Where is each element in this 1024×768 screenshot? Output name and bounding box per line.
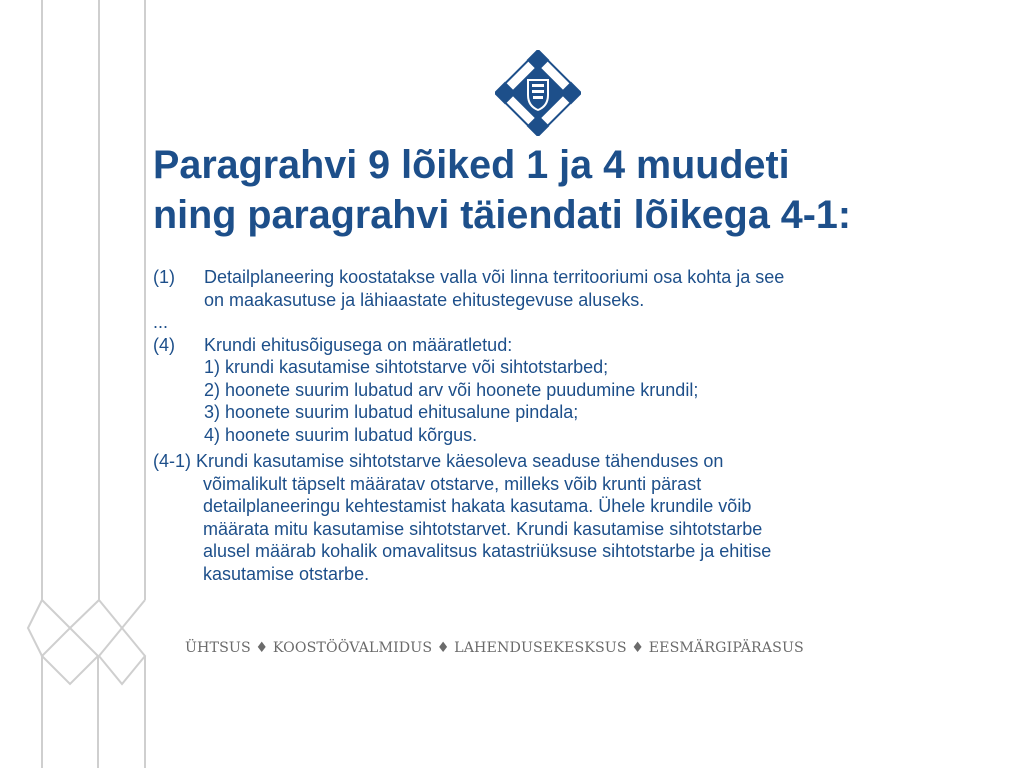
paragraph-4-1-line: alusel määrab kohalik omavalitsus katastriüksuse sihtotstarbe ja ehitise [203,541,772,561]
paragraph-4-1-number: (4-1) [153,451,192,471]
estonian-coat-of-arms-logo [495,50,581,136]
slide-body [153,266,1003,585]
paragraph-1-number: (1) [153,267,175,287]
paragraph-4-1-line: Krundi kasutamise sihtotstarve käesoleva seaduse tähenduses on [196,451,724,471]
paragraph-1-line-2: on maakasutuse ja lähiaastate ehitustegevuse aluseks. [204,289,645,310]
paragraph-4-1 [153,450,1003,585]
ellipsis: ... [153,312,169,332]
title-line-2: ning paragrahvi täiendati lõikega 4-1: [153,193,852,237]
paragraph-4 [153,334,1003,447]
paragraph-4-intro: Krundi ehitusõigusega on määratletud: [204,334,513,355]
paragraph-4-item: 2) hoonete suurim lubatud arv või hoonete puudumine krundil; [204,379,699,400]
title-line-1: Paragrahvi 9 lõiked 1 ja 4 muudeti [153,143,790,187]
left-ornament-decoration [0,0,160,768]
slide-title [153,140,1021,240]
footer-values: ÜHTSUS ♦ KOOSTÖÖVALMIDUS ♦ LAHENDUSEKESKSUS ♦ EESMÄRGIPÄRASUS [185,640,804,656]
paragraph-4-item: 4) hoonete suurim lubatud kõrgus. [204,424,478,445]
paragraph-4-1-line: määrata mitu kasutamise sihtotstarvet. Krundi kasutamise sihtotstarbe [203,518,763,539]
paragraph-4-1-line: võimalikult täpselt määratav otstarve, milleks võib krunti pärast [203,473,702,494]
paragraph-1-line-1: Detailplaneering koostatakse valla või linna territooriumi osa kohta ja see [204,267,785,287]
paragraph-4-item: 3) hoonete suurim lubatud ehitusalune pindala; [204,402,579,422]
paragraph-1 [153,266,1003,311]
paragraph-4-item: 1) krundi kasutamise sihtotstarve või sihtotstarbed; [204,357,609,377]
paragraph-4-number: (4) [153,334,175,355]
paragraph-4-1-line: kasutamise otstarbe. [203,563,370,584]
paragraph-4-1-line: detailplaneeringu kehtestamist hakata kasutama. Ühele krundile võib [203,496,752,516]
